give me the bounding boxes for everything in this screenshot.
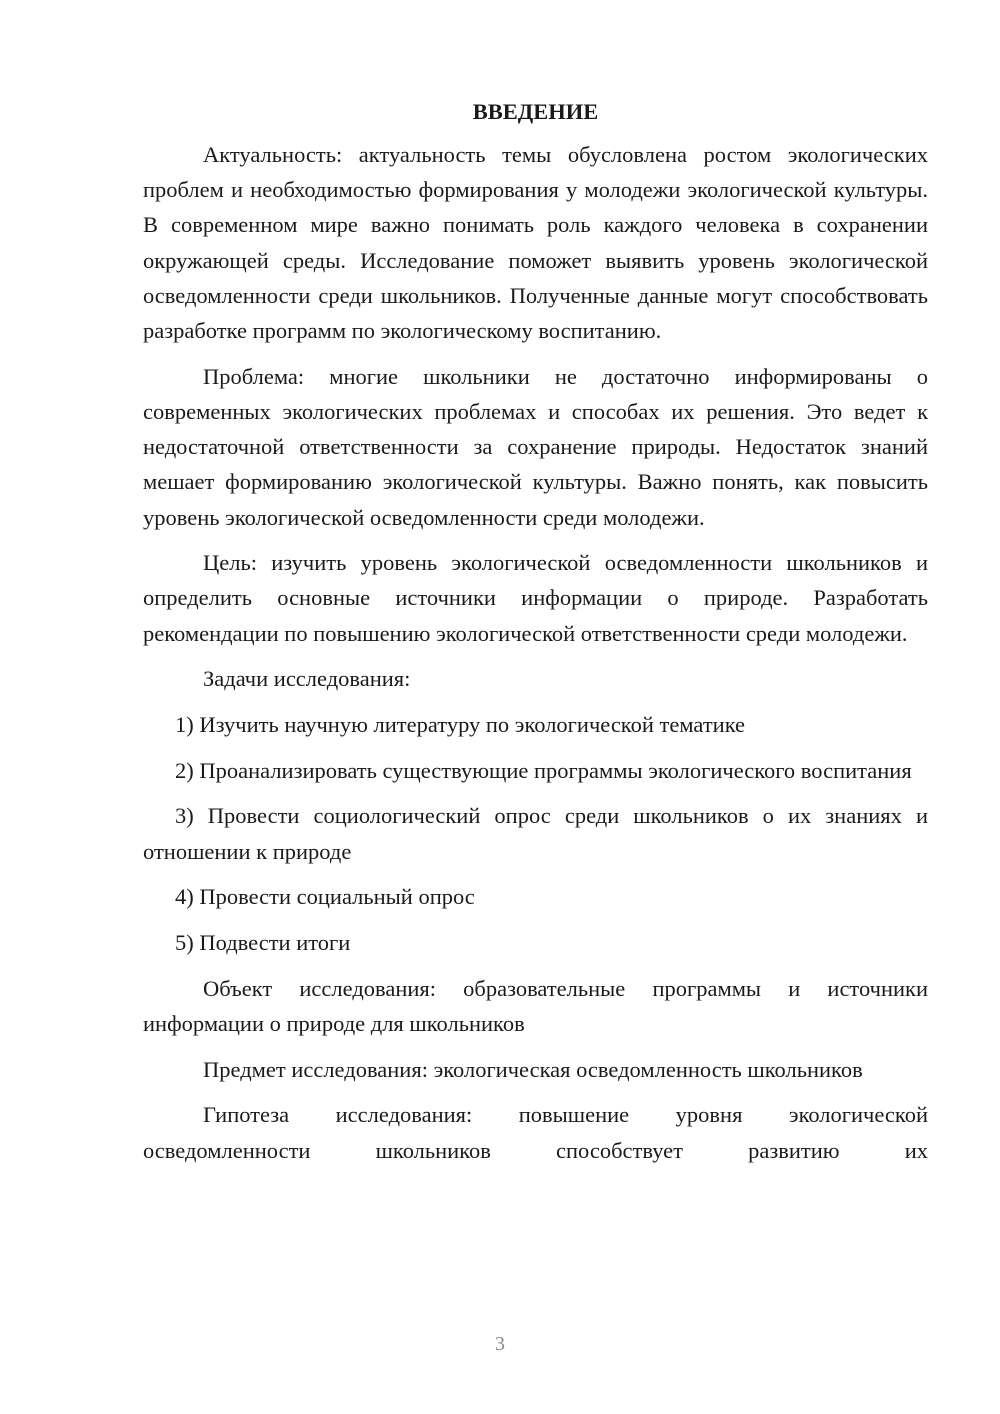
page-title: ВВЕДЕНИЕ — [472, 99, 599, 124]
paragraph-goal: Цель: изучить уровень экологической осведомленности школьников и определить основные источники информации о природе. Разработать рекомендации по повышению экологической ответственности среди молодежи. — [143, 550, 928, 646]
task-item: 3) Провести социологический опрос среди школьников о их знаниях и отношении к природе — [143, 803, 928, 864]
paragraph-hypothesis: Гипотеза исследования: повышение уровня экологической осведомленности школьников способствует развитию их — [143, 1102, 928, 1163]
paragraph-subject: Предмет исследования: экологическая осведомленность школьников — [203, 1056, 863, 1082]
page-number: 3 — [495, 1333, 505, 1355]
task-item: 1) Изучить научную литературу по экологической тематике — [175, 712, 746, 738]
paragraph-problem: Проблема: многие школьники не достаточно информированы о современных экологических проблемах и способах их решения. Это ведет к недостаточной ответственности за сохранение природы. Недостаток знаний мешает формированию экологической культуры. Важно понять, как повысить уровень экологической осведомленности среди молодежи. — [143, 363, 928, 530]
task-item: 2) Проанализировать существующие программы экологического воспитания — [175, 757, 912, 783]
paragraph-object: Объект исследования: образовательные программы и источники информации о природе для школьников — [143, 975, 928, 1036]
task-item: 4) Провести социальный опрос — [175, 884, 475, 910]
page-content — [143, 97, 928, 1178]
paragraph-relevance: Актуальность: актуальность темы обусловлена ростом экологических проблем и необходимостью формирования у молодежи экологической культуры. В современном мире важно понимать роль каждого человека в сохранении окружающей среды. Исследование поможет выявить уровень экологической осведомленности среди школьников. Полученные данные могут способствовать разработке программ по экологическому воспитанию. — [143, 142, 928, 344]
task-item: 5) Подвести итоги — [175, 930, 351, 956]
tasks-heading: Задачи исследования: — [203, 666, 411, 692]
